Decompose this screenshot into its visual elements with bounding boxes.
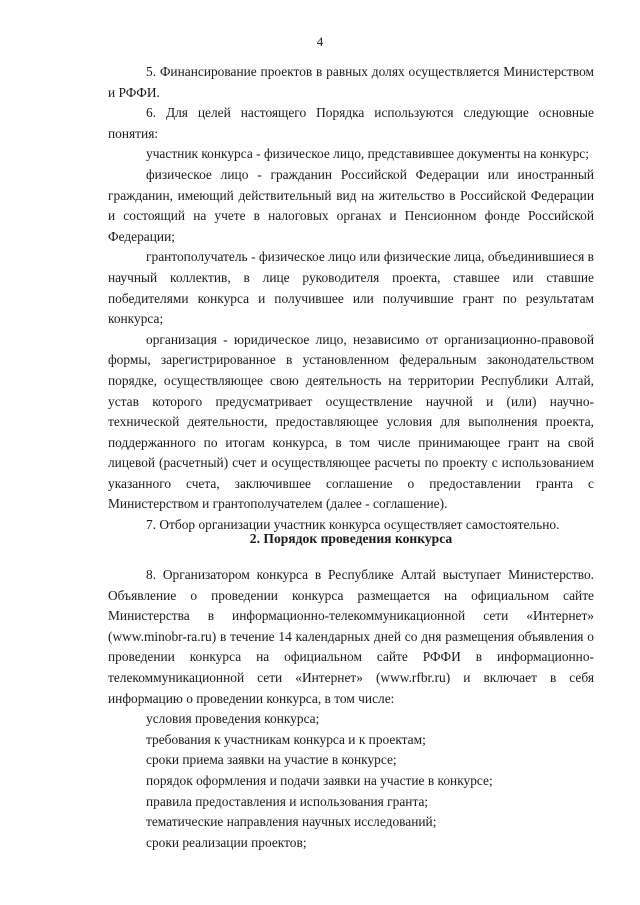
definition-grant-recipient: грантополучатель - физическое лицо или физические лица, объединившиеся в научный коллектив, в лице руководителя проекта, ставшее или ставшие победителями конкурса и получившее или получившие грант по результатам конкурса; xyxy=(108,249,594,327)
section-1-body xyxy=(108,62,594,536)
list-item: сроки приема заявки на участие в конкурсе; xyxy=(146,752,397,768)
page-number: 4 xyxy=(316,34,324,49)
list-item: сроки реализации проектов; xyxy=(146,834,307,850)
definition-contest-participant: участник конкурса - физическое лицо, представившее документы на конкурс; xyxy=(146,146,589,162)
list-item: тематические направления научных исследований; xyxy=(146,814,437,830)
paragraph-definitions-intro: 6. Для целей настоящего Порядка используются следующие основные понятия: xyxy=(108,105,594,141)
definition-individual: физическое лицо - гражданин Российской Федерации или иностранный гражданин, имеющий действительный вид на жительство в Российской Федерации и состоящий на учете в налоговых органах и Пенсионном фонде Российской Федерации; xyxy=(108,166,594,244)
list-item: правила предоставления и использования гранта; xyxy=(146,793,429,809)
list-item: порядок оформления и подачи заявки на участие в конкурсе; xyxy=(146,772,493,788)
section-2-body xyxy=(108,565,594,853)
definition-organization: организация - юридическое лицо, независимо от организационно-правовой формы, зарегистрированное в установленном федеральным законодательством порядке, осуществляющее свою деятельность на территории Республики Алтай, устав которого предусматривает осуществление научной и (или) научно-технической деятельности, предоставляющее условия для выполнения проекта, поддержанного по итогам конкурса, в том числе принимающее грант на свой лицевой (расчетный) счет и осуществляющее расчеты по проекту с использованием указанного счета, заключившее соглашение о предоставлении гранта с Министерством и грантополучателем (далее - соглашение). xyxy=(108,331,594,512)
paragraph-organizer: 8. Организатором конкурса в Республике Алтай выступает Министерство. Объявление о проведении конкурса размещается на официальном сайте Министерства в информационно-телекоммуникационной сети «Интернет» (www.minobr-ra.ru) в течение 14 календарных дней со дня размещения объявления о проведении конкурса на официальном сайте РФФИ в информационно-телекоммуникационной сети «Интернет» (www.rfbr.ru) и включает в себя информацию о проведении конкурса, в том числе: xyxy=(108,567,594,706)
list-item: условия проведения конкурса; xyxy=(146,711,320,727)
list-item: требования к участникам конкурса и к проектам; xyxy=(146,731,426,747)
section-2-heading: 2. Порядок проведения конкурса xyxy=(249,531,453,546)
paragraph-organization-selection: 7. Отбор организации участник конкурса осуществляет самостоятельно. xyxy=(146,517,560,533)
paragraph-financing: 5. Финансирование проектов в равных долях осуществляется Министерством и РФФИ. xyxy=(108,64,594,100)
